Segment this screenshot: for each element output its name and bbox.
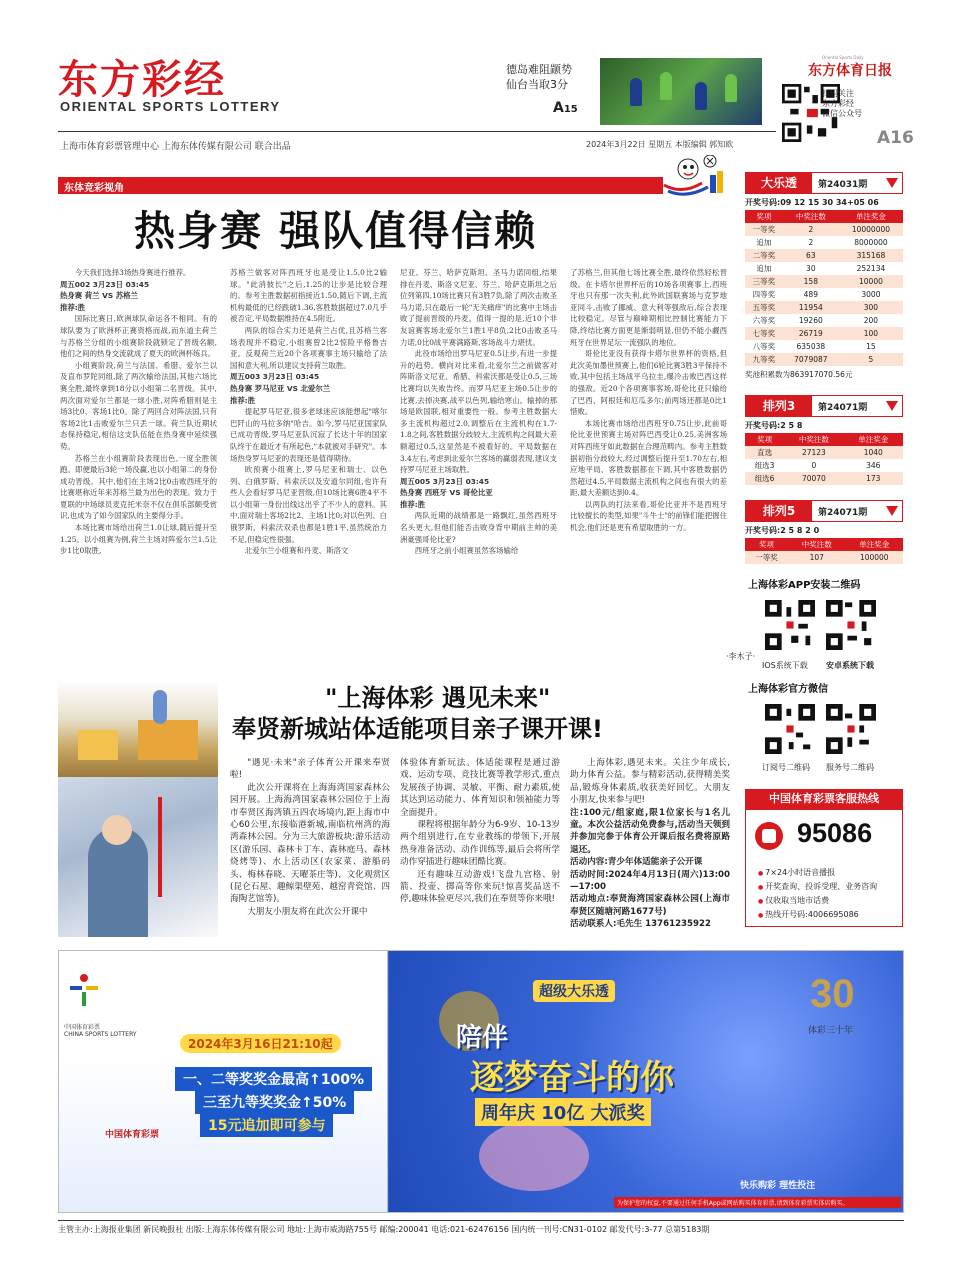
story2-column-2 [400,757,560,937]
table-cell: 二等奖 [745,249,783,262]
ad-tag: 超级大乐透 [533,980,615,1002]
paragraph: 以两队的打法来看,哥伦比亚并不是西班牙比较擅长的类型,如果"斗牛士"的前锋们能把握住机会,他们还是更有希望取胜的一方。 [570,499,727,533]
table-cell: 5 [839,353,903,366]
table-cell: 30 [806,264,816,273]
teaser-text[interactable] [506,62,572,92]
column-header: 奖项 [745,538,788,551]
table-cell: 2 [783,223,839,236]
table-cell: 26719 [783,327,839,340]
section-banner [58,177,663,194]
match-heading: 推荐:胜 [230,395,256,405]
lottery-pl3 [745,395,903,485]
winning-numbers: 开奖号码:2 5 8 [745,421,803,430]
table-row [745,262,903,275]
table-cell: 7079087 [783,353,839,366]
teaser-page-num: 15 [563,104,578,115]
table-cell: 63 [783,249,839,262]
paragraph: 尼亚、芬兰、哈萨克斯坦、圣马力诺同组,结果排在丹麦、斯洛文尼亚、芬兰、哈萨克斯坦之后位列第四,10场比赛只有3胜7负,除了两次击败圣马力诺,只在最后一轮"无关痛痒"的比赛中主场击败了提前晋级的丹麦。值得一提的是,近10个非友谊赛客场北爱尔兰1胜1平8负,2比0击败圣马力诺,0比0战平赛满路斯,客场战斗力堪忧。 [400,268,557,347]
table-cell: 346 [866,461,881,470]
table-cell: 300 [839,301,903,314]
service-label: 服务号二维码 [826,763,874,772]
chevron-down-icon[interactable] [886,401,898,411]
table-row [745,459,903,472]
qr-code-icon [765,600,815,650]
lottery-header [745,395,903,417]
column-header: 中奖注数 [783,210,839,223]
ad-main-title: 逐梦奋斗的你 [470,1058,674,1098]
lottery-name: 排列3 [746,396,812,416]
prize-table [745,538,903,564]
match-heading: 热身赛 西班牙 VS 哥伦比亚 [400,488,493,498]
table-cell: 315168 [839,249,903,262]
ad-org-en: CHINA SPORTS LOTTERY [64,1031,137,1038]
page-number [877,128,914,148]
hotline-item: ● 热线开号码:4006695086 [758,908,877,922]
footer-imprint: 主管主办:上海报业集团 新民晚报社 出版:上海东体传媒有限公司 地址:上海市威海路755号 邮编:200041 电话:021-62476156 国内统一刊号:CN31-0102 邮发代号:3-77 总第5183期 [58,1220,904,1235]
paragraph: 小组赛阶段,荷兰与法国、希腊、爱尔兰以及直布罗陀同组,除了两次输给法国,其他六场比赛全胜,最终拿到18分以小组第二名晋级。其中,两次面对爱尔兰都是一球小胜,对阵希腊则是主场3比0、客场1比0。除了两回合对阵法国,只有客场2比1击败爱尔兰只丢一球。荷兰队近期状态保持稳定,相信这支队伍能在热身赛中延续强势。 [60,360,217,451]
paragraph: 两队近期的战绩都是一路飘红,虽然西班牙名头更大,但他们能否击败身背中期前主帅的美洲豪强哥伦比亚? [400,511,557,544]
table-row [745,275,903,288]
teaser-page [553,100,578,116]
author-byline: ·李木子· [726,652,756,661]
match-heading: 周五005 3月23日 03:45 [400,476,490,486]
match-heading: 热身赛 荷兰 VS 苏格兰 [60,291,138,301]
qr-note-line: 扫码关注 [822,89,854,98]
article-column-1 [60,267,217,652]
ad-main-sub: 周年庆 10亿 大派奖 [475,1098,651,1126]
table-cell: 九等奖 [745,353,783,366]
column-header: 中奖注数 [784,433,843,446]
table-row [745,249,903,262]
daily-sub: Oriental Sports Daily [822,55,864,60]
ad-brand: 中国体育彩票 [105,1130,160,1140]
ad-notice: 为保护您的权益,不要通过任何手机App或网站购买体育彩票,请到体育彩票实体店购买。 [614,1197,901,1208]
table-cell: 158 [783,275,839,288]
dateline: 2024年3月22日 星期五 本版编辑 郭知欧 [586,140,734,149]
page-letter: A [877,128,891,148]
paragraph: 本场比赛市场给出荷兰1.0让球,随后提升至1.25。以小组赛为例,荷兰主场对阵爱尔兰1.5让步1比0取胜, [60,523,217,556]
lottery-pl5 [745,500,903,564]
paragraph: 苏格兰在小组赛阶段表现出色,一度全胜领跑。即便最后3轮一场没赢,也以小组第二的身份成功晋级。其中,他们在主场2比0击败西班牙的比赛堪称近年来苏格兰最为出色的表现。致力于夏联的中场球员麦克托米奈不仅在俱乐部颇受赏识,也成为了如今国家队的主要得分手。 [60,453,217,521]
table-cell: 组选6 [745,472,784,485]
qr-note-line: 东方彩经 [822,99,854,108]
table-cell: 0 [811,461,817,470]
story2-column-1 [230,757,390,937]
chevron-down-icon[interactable] [886,506,898,516]
table-cell: 1040 [844,446,903,459]
hotline-number[interactable]: 95086 [797,818,873,848]
subscription-label: 订阅号二维码 [762,763,810,772]
paragraph: 国际比赛日,欧洲球队命运各不相同。有的球队要为了欧洲杯正赛资格而战,而东道主荷兰与苏格兰分组的小组赛阶段就锁定了晋级名额,他们之间的热身交流就成了夏天的欧洲杯练兵。 [60,314,217,359]
story2-headline: 奉贤新城站体适能项目亲子课开课! [232,715,603,743]
lottery-issue: 第24071期 [818,508,868,518]
paragraph: 活动时间:2024年4月13日(周六)13:00—17:00 [570,869,730,893]
winning-numbers: 开奖号码:09 12 15 30 34+05 06 [745,198,879,207]
masthead-logo-en: ORIENTAL SPORTS LOTTERY [60,99,281,114]
ad-org-name [64,1022,137,1038]
table-cell: 173 [844,472,903,485]
paragraph: 西班牙之前小组赛虽然客场输给 [414,546,519,556]
article-column-3 [400,267,557,652]
ad-org-cn: 中国体育彩票 [64,1024,101,1031]
paragraph: 上海体彩,遇见未来。关注少年成长,助力体育公益。参与精彩活动,获得精美奖品,锻炼身体素质,收获美好回忆。大朋友小朋友,快来参与吧! [570,758,730,806]
paragraph: 两队的综合实力还是荷兰占优,且苏格兰客场表现并不稳定,小组赛曾2比2惊险平格鲁吉亚。反观荷兰近20个各项赛事主场只输给了法国和意大利,所以建议支持荷兰取胜。 [230,325,387,370]
paragraph: 提起罗马尼亚,很多老球迷应该能想起"喀尔巴阡山的马拉多纳"哈吉。如今,罗马尼亚国家队已成功晋级,罗马尼亚队沉寂了长达十年的国家队终于在最近才有所起色,"本就被对手研究"。本场热身罗马尼亚的表现还是值得期待。 [230,407,387,463]
table-cell: 一等奖 [745,551,788,564]
lottery-issue: 第24031期 [818,180,868,190]
table-header-row [745,210,903,223]
table-cell: 100 [839,327,903,340]
kid-archery-photo [58,777,218,937]
paragraph: 课程将根据年龄分为6-9岁、10-13岁两个组别进行,在专业教练的带领下,开展热身准备活动、动作训练等,最后会将所学动作穿插进行趣味团酷比赛。 [400,820,560,868]
table-cell: 100000 [846,551,903,564]
teaser-photo[interactable] [600,58,762,125]
paragraph: 活动地点:奉贤海湾国家森林公园(上海市奉贤区随塘河路1677号) [570,894,730,917]
ad-main-line: 陪伴 [456,1023,509,1053]
table-row [745,314,903,327]
paragraph: 苏格兰做客对阵西班牙也是受让1.5,0比2输球。"此消彼长"之后,1.25的让步是比较合理的。参考主胜数据初指接近1.50,随后下调,主流机构最低的已经跌破1.36,客胜数据超过7.0几乎被否定,平局数据维持在4.5附近。 [230,268,387,324]
hotline-items [758,866,877,922]
teaser-line-2: 仙台当取3分 [506,78,568,91]
hotline-title: 中国体育彩票客服热线 [745,789,903,809]
match-heading: 周五002 3月23日 03:45 [60,279,150,289]
lottery-issue: 第24071期 [818,403,868,413]
match-heading: 周五003 3月23日 03:45 [230,372,320,382]
table-header-row [745,538,903,551]
column-header: 单注奖金 [846,538,903,551]
lottery-name: 大乐透 [746,173,812,193]
qr-code-icon [765,704,815,754]
table-cell: 15 [866,342,876,351]
table-cell: 10000000 [839,223,903,236]
ad-slogan: 快乐购彩 理性投注 [740,1181,816,1191]
teaser-line-1: 德岛难阻颛势 [506,63,572,76]
credit-line: 上海市体育彩票管理中心 上海东体传媒有限公司 联合出品 [60,142,291,152]
table-cell: 252134 [856,264,886,273]
paragraph: 活动内容:青少年体适能亲子公开课 [570,857,703,868]
section-label: 东体竞彩视角 [64,183,124,194]
table-cell: 七等奖 [745,327,783,340]
table-cell: 一等奖 [745,223,783,236]
paragraph: 此役市场给出罗马尼亚0.5让步,有进一步提升的趋势。横向对比来看,北爱尔兰之前做客对阵斯洛文尼亚、希腊、科索沃都是受让0.5,三场比赛均以失败告终。而罗马尼亚主场0.5让步的比赛,去掉决赛,战平以色列,输给寒山。输掉的那场是欧国联,相对重要性一般。参考主胜数据大多主流机构超过2.0,调整后在主流机构在1.7-1.8之间,客胜数据分歧较大,主流机构之间最大差额超过0.5,这显然是不被看好的。平局数据在3.4左右,考虑到北爱尔兰客场的赢弱表现,建议支持罗马尼亚主场取胜。 [400,349,557,475]
table-cell: 五等奖 [745,301,783,314]
prize-table [745,433,903,485]
wechat-title: 上海体彩官方微信 [748,684,828,695]
table-cell: 追加 [756,238,772,247]
paragraph: 了苏格兰,但其他七场比赛全胜,最终依然轻松晋级。在卡塔尔世界杯后的10场各项赛事上,西班牙也只有那一次失利,此外欧国联赛场与克罗地亚同斗,击败了挪威、意大利等强敌后,综合表现比较稳定。尽管与巅峰期相比控制比赛能力下降,终结比赛方面更是渐弱明显,但仍不能小觑西班牙在世界足坛一流强队的地位。 [570,268,727,347]
paragraph: 哥伦比亚没有获得卡塔尔世界杯的资格,但此次美加墨世预赛上,他们6轮比赛3胜3平保持不败,其中包括主场战平乌拉圭,爆冷击败巴西这样的强敌。近20个各项赛事客场,哥伦比亚只输给了巴西、阿根廷和厄瓜多尔;前两场还都是0比1惜败。 [570,349,727,417]
table-row [745,446,903,459]
paragraph: 注:100元/组家庭,限1位家长与1名儿童。本次公益活动免费参与,活动当天领到并参加完参于体育公开课后报名费将原路退还。 [570,807,730,855]
hotline-item: ● 7×24小时语音播报 [758,866,877,880]
masthead-divider [58,131,776,132]
match-heading: 推荐:胜 [400,499,426,509]
table-row [745,472,903,485]
kids-gym-photo [58,680,218,777]
match-heading: 推荐:胜 [60,302,86,312]
mascot-icon [662,155,726,199]
lottery-header [745,500,903,522]
table-cell: 追加 [756,264,772,273]
table-row [745,340,903,353]
ad-promo-line: 15元追加即可参与 [200,1113,333,1137]
table-cell: 组选3 [754,461,775,470]
column-header: 单注奖金 [839,210,903,223]
table-cell: 107 [788,551,845,564]
anniversary-mark: 30 [810,972,855,1016]
page-num: 16 [890,128,914,148]
table-cell: 489 [803,290,818,299]
lottery-header [745,172,903,194]
teaser-page-letter: A [553,100,564,116]
column-header: 单注奖金 [844,433,903,446]
table-cell: 3000 [861,290,881,299]
ad-promo-line: 三至九等奖奖金↑50% [195,1090,354,1114]
story2-column-3 [570,757,730,937]
table-header-row [745,433,903,446]
paragraph: 活动联系人:毛先生 13761235922 [570,919,711,930]
table-cell: 10000 [839,275,903,288]
column-header: 中奖注数 [788,538,845,551]
lottery-name: 排列5 [746,501,812,521]
column-header: 奖项 [745,210,783,223]
paragraph: 今天我们选择3场热身赛进行推荐。 [74,268,191,277]
paragraph: 北爱尔兰小组赛和丹麦、斯洛文 [244,546,349,556]
service-qr[interactable] [826,704,876,758]
story2-kicker: "上海体彩 遇见未来" [325,684,551,712]
article-column-2 [230,267,387,652]
ad-date-badge: 2024年3月16日21:10起 [180,1034,341,1053]
android-label: 安卓系统下载 [826,661,874,670]
daily-logo: 东方体育日报 [808,63,892,79]
ios-qr[interactable] [765,600,815,654]
paragraph: 欧预赛小组赛上,罗马尼亚和瑞士、以色列、白俄罗斯、科索沃以及安道尔同组,也许有些人会看好罗马尼亚晋级,但10场比赛6胜4平不以小组第一身份出线这出乎了不少人的意料。其中,面对瑞士客场2比2、主场1比0;对以色列、白俄罗斯、科索沃双杀也都是1胜1平,虽然统治力不足,但稳定性很强。 [230,465,387,544]
table-row [745,223,903,236]
table-row [745,327,903,340]
table-cell: 八等奖 [752,342,776,351]
table-cell: 19260 [798,316,823,325]
hotline-item: ● 开奖查询、投诉受理、业务咨询 [758,880,877,894]
table-row [745,551,903,564]
table-row [745,353,903,366]
lottery-dlt [745,172,903,380]
phone-icon [755,822,783,850]
table-row [745,236,903,249]
qr-note [822,89,862,119]
qr-note-line: 微信公众号 [822,109,862,118]
prize-table [745,210,903,366]
subscription-qr[interactable] [765,704,815,758]
table-cell: 2 [808,238,814,247]
android-qr[interactable] [826,600,876,654]
table-cell: 200 [863,316,879,325]
table-cell: 四等奖 [752,290,776,299]
match-heading: 热身赛 罗马尼亚 VS 北爱尔兰 [230,383,331,393]
article-column-4 [570,267,727,652]
paragraph: 本场比赛市场给出西班牙0.75让步,此前哥伦比亚世预赛主场对阵巴西受让0.25,美洲客场对阵西班牙如此数据在合理范畴内。参考主胜数据初指分歧较大,经过调整后提升至1.70左右,相应地平局、客胜数据都在下调,其中客胜数据仍然超过4.5,平局数据主流机构之间也有很大的差距,最大差额达到0.4。 [570,418,727,498]
table-row [745,301,903,314]
paragraph: 大朋友小朋友将在此次公开课中 [247,906,368,917]
table-cell: 635038 [796,342,826,351]
sports-lottery-logo-icon [64,968,104,1018]
table-cell: 11954 [783,301,839,314]
winning-numbers: 开奖号码:2 5 8 2 0 [745,526,820,535]
ad-promo-line: 一、二等奖奖金最高↑100% [175,1067,372,1091]
chevron-down-icon[interactable] [886,178,898,188]
hotline-item: ● 仅收取当地市话费 [758,894,877,908]
headline: 热身赛 强队值得信赖 [134,207,538,255]
qr-code-icon [826,704,876,754]
anniversary-sub: 体彩三十年 [808,1026,854,1036]
table-cell: 8000000 [854,238,888,247]
table-cell: 三等奖 [745,275,783,288]
paragraph: 体验体育新玩法。体适能课程是通过游戏、运动专项、竞技比赛等教学形式,重点发展孩子协调、灵敏、平衡、耐力素质,使其达到运动能力、体育知识和领袖能力等全面提升。 [400,758,560,818]
prize-pool: 奖池积累数为863917070.56元 [745,370,853,379]
paragraph: 此次公开课将在上海海湾国家森林公园开展。上海海湾国家森林公园位于上海市奉贤区海湾镇五四农场境内,距上海市中心60公里,东接临港新城,南临杭州湾的海湾森林公园。分为三大旅游板块:游乐活动区(游乐园、森林卡丁车、森林庭马、森林烧烤等)、水上活动区(农家菜、游船码头、梅林春晓、天曜茶庄等)、文化观赏区(昆仑石屋、趣鲸渠壁苑、越窑青瓷馆、四海陶艺馆等)。 [230,782,390,905]
table-cell: 70070 [784,472,843,485]
masthead-logo: 东方彩经 [58,57,226,103]
column-header: 奖项 [745,433,784,446]
qr-code-icon [826,600,876,650]
table-row [745,288,903,301]
app-qr-title: 上海体彩APP安装二维码 [748,580,861,591]
table-cell: 27123 [784,446,843,459]
ios-label: IOS系统下载 [762,661,808,670]
table-cell: 六等奖 [752,316,776,325]
paragraph: 还有趣味互动游戏!飞盘九宫格、射箭、投壶、掷高等你来玩!惊喜奖品送不停,趣味体验更尽兴,我们在奉贤等你来哦! [400,869,560,905]
table-cell: 直选 [745,446,784,459]
paragraph: "遇见·未来"亲子体育公开课来奉贤啦! [230,758,390,781]
